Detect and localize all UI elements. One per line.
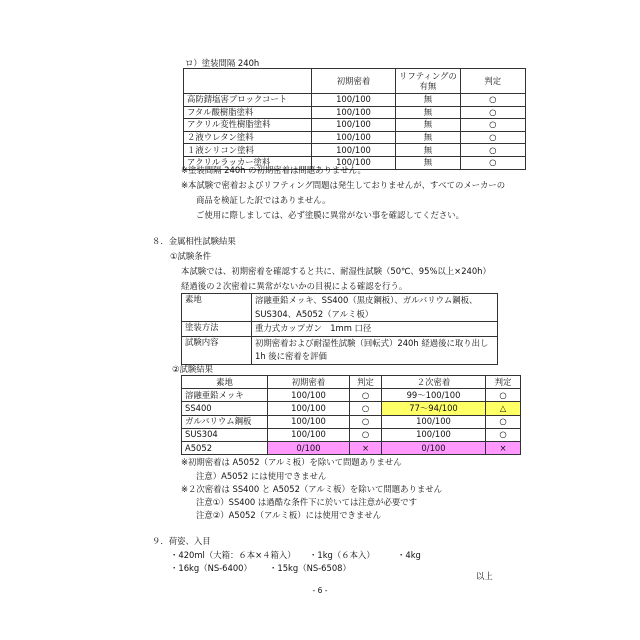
coating-note-2: ※本試験で密着およびリフティング問題は発生しておりませんが、すべてのメーカーの <box>181 180 506 190</box>
table-header-cell: 判定 <box>486 376 521 389</box>
metal-section-heading: ８．金属相性試験結果 <box>152 236 236 246</box>
table-row <box>184 119 526 132</box>
table-row <box>184 131 526 144</box>
table-header-cell: 素地 <box>182 376 268 389</box>
packing-item-16kg: ・16kg（NS-6400） <box>170 563 252 573</box>
end-mark: 以上 <box>476 571 493 581</box>
table-cell: 無 <box>396 119 461 132</box>
table-cell: 100/100 <box>382 415 486 428</box>
table-header-row <box>184 69 526 94</box>
coating-interval-title: ロ）塗装間隔 240h <box>185 58 260 68</box>
table-cell: 溶融亜鉛メッキ <box>182 389 268 402</box>
packing-section-heading: ９．荷姿、入目 <box>152 536 211 546</box>
table-row <box>182 441 521 454</box>
table-header-cell <box>396 69 461 94</box>
table-cell: 100/100 <box>268 415 350 428</box>
packing-item-420ml: ・420ml（大箱：６本×４箱入） <box>170 550 296 560</box>
table-header-cell: 初期密着 <box>312 69 396 94</box>
result-note-3: ※２次密着は SS400 と A5052（アルミ板）を除いて問題ありません <box>181 484 442 494</box>
packing-item-15kg: ・15kg（NS-6508） <box>269 563 351 573</box>
table-cell: アクリル変性樹脂塗料 <box>184 119 312 132</box>
condition-value <box>252 336 498 364</box>
table-header-cell <box>184 69 312 94</box>
table-cell: ○ <box>460 156 525 169</box>
coating-note-1: ※塗装間隔 240h の初期密着は問題ありません。 <box>181 165 366 175</box>
table-row <box>182 389 521 402</box>
condition-line: 1h 後に密着を評価 <box>255 351 327 361</box>
table-header-row <box>182 376 521 389</box>
results-table <box>181 375 521 455</box>
condition-value <box>252 294 498 322</box>
table-cell: ガルバリウム鋼板 <box>182 415 268 428</box>
table-cell: ○ <box>486 415 521 428</box>
condition-label: 素地 <box>182 294 252 322</box>
conditions-table <box>181 293 498 365</box>
table-cell: 0/100 <box>268 441 350 454</box>
table-cell: 100/100 <box>312 131 396 144</box>
table-cell: 100/100 <box>312 119 396 132</box>
coating-note-4: ご使用に際しましては、必ず塗膜に異常がない事を確認してください。 <box>196 210 464 220</box>
table-cell: ○ <box>486 389 521 402</box>
table-cell: 100/100 <box>268 389 350 402</box>
table-cell: ○ <box>350 389 382 402</box>
table-row <box>182 294 498 322</box>
table-row <box>182 336 498 364</box>
table-cell: SUS304 <box>182 428 268 441</box>
test-conditions-title: ①試験条件 <box>170 251 212 261</box>
table-header-cell: ２次密着 <box>382 376 486 389</box>
table-row <box>182 415 521 428</box>
table-cell: 高防錆塩害ブロックコート <box>184 94 312 107</box>
table-cell: フタル酸樹脂塗料 <box>184 106 312 119</box>
table-row <box>184 106 526 119</box>
table-cell: 無 <box>396 131 461 144</box>
table-header-cell: 判定 <box>460 69 525 94</box>
header-line: リフティングの <box>399 71 457 81</box>
table-cell: 無 <box>396 156 461 169</box>
condition-line: SUS304、A5052（アルミ板） <box>255 308 374 319</box>
table-row <box>182 428 521 441</box>
table-cell: アクリルラッカー塗料 <box>184 156 312 169</box>
coating-note-3: 商品を検証した訳ではありません。 <box>196 195 331 205</box>
result-note-4: 注意①）SS400 は過酷な条件下に於いては注意が必要です <box>196 497 418 507</box>
table-cell: 100/100 <box>268 428 350 441</box>
condition-label: 塗装方法 <box>182 322 252 337</box>
table-cell: 無 <box>396 144 461 157</box>
table-cell: △ <box>486 402 521 415</box>
packing-item-4kg: ・4kg <box>397 550 421 560</box>
table-cell: 99～100/100 <box>382 389 486 402</box>
table-cell: 100/100 <box>382 428 486 441</box>
conditions-text-2: 経過後の２次密着に異常がないかの目視による確認を行う。 <box>181 281 408 291</box>
table-cell: ２液ウレタン塗料 <box>184 131 312 144</box>
condition-line: 溶融亜鉛メッキ、SS400（黒皮鋼板）、ガルバリウム鋼板、 <box>255 295 478 305</box>
result-note-1: ※初期密着は A5052（アルミ板）を除いて問題ありません <box>181 457 402 467</box>
table-cell: ○ <box>350 428 382 441</box>
table-cell: 0/100 <box>382 441 486 454</box>
table-cell: 100/100 <box>312 144 396 157</box>
test-results-title: ②試験結果 <box>172 364 214 374</box>
table-cell: 100/100 <box>312 106 396 119</box>
packing-item-1kg: ・1kg（６本入） <box>309 550 375 560</box>
table-cell: SS400 <box>182 402 268 415</box>
table-cell: 100/100 <box>268 402 350 415</box>
table-row <box>182 322 498 337</box>
coating-interval-table <box>183 68 526 170</box>
table-cell: 100/100 <box>312 94 396 107</box>
condition-line: 初期密着および耐湿性試験（回転式）240h 経過後に取り出し <box>255 337 489 348</box>
table-cell: ○ <box>486 428 521 441</box>
result-note-2: 注意）A5052 には使用できません <box>196 471 327 481</box>
page-number: - 6 - <box>312 586 328 595</box>
table-cell: 77～94/100 <box>382 402 486 415</box>
table-cell: ○ <box>350 415 382 428</box>
table-row <box>184 144 526 157</box>
table-cell: × <box>350 441 382 454</box>
condition-label: 試験内容 <box>182 336 252 364</box>
table-cell: ○ <box>350 402 382 415</box>
table-cell: ○ <box>460 144 525 157</box>
table-cell: ○ <box>460 106 525 119</box>
result-note-5: 注意②）A5052（アルミ板）には使用できません <box>196 510 381 520</box>
conditions-text-1: 本試験では、初期密着を確認すると共に、耐湿性試験（50℃、95%以上×240h） <box>181 266 491 276</box>
table-cell: ○ <box>460 119 525 132</box>
table-cell: ○ <box>460 131 525 144</box>
condition-value <box>252 322 498 337</box>
table-cell: 無 <box>396 106 461 119</box>
table-cell: １液シリコン塗料 <box>184 144 312 157</box>
table-cell: 100/100 <box>312 156 396 169</box>
header-line: 有無 <box>419 81 437 91</box>
table-cell: A5052 <box>182 441 268 454</box>
table-cell: ○ <box>460 94 525 107</box>
table-row <box>182 402 521 415</box>
table-row <box>184 94 526 107</box>
table-header-cell: 初期密着 <box>268 376 350 389</box>
table-cell: 無 <box>396 94 461 107</box>
table-header-cell: 判定 <box>350 376 382 389</box>
condition-line: 重力式カップガン 1mm 口径 <box>255 323 372 333</box>
table-cell: × <box>486 441 521 454</box>
